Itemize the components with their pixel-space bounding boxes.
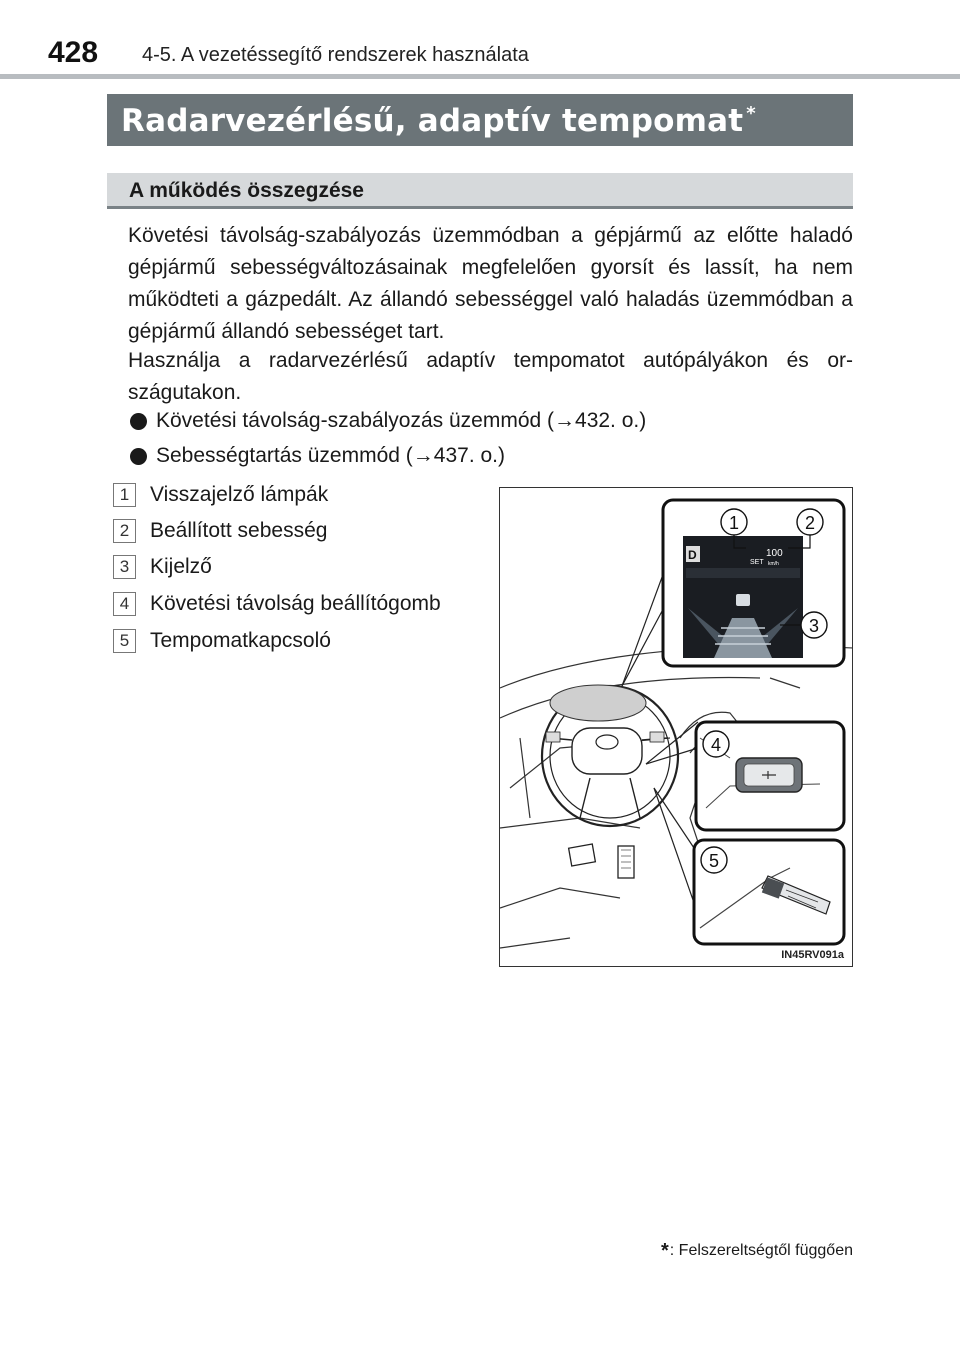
section-title-text: Radarvezérlésű, adaptív tempomat bbox=[121, 103, 744, 139]
legend-item bbox=[113, 553, 212, 581]
bullet-dot-icon bbox=[130, 413, 147, 430]
legend-item bbox=[113, 627, 331, 655]
pedals bbox=[569, 844, 634, 878]
callout-2: 2 bbox=[804, 513, 816, 533]
bullet-item bbox=[128, 405, 646, 437]
display-set: SET bbox=[750, 559, 764, 566]
dashboard-drawing bbox=[500, 488, 853, 967]
legend-number: 3 bbox=[113, 555, 136, 579]
title-asterisk: * bbox=[746, 103, 756, 124]
body-paragraph-1: Követési távolság-szabályozás üzemmódban a gépjármű az előtte haladó gépjármű sebességváltozásainak megfelelően gyorsít és lassít, ha nem működteti a gázpedált. Az állandó sebességgel való haladás üzemmódban a gépjármű állandó sebességet tart. bbox=[128, 224, 853, 343]
legend-label: Visszajelző lámpák bbox=[150, 483, 329, 506]
display-gear: D bbox=[688, 548, 697, 562]
display-speed: 100 bbox=[766, 548, 783, 559]
legend-label: Tempomatkapcsoló bbox=[150, 629, 331, 652]
callout-5: 5 bbox=[708, 851, 720, 871]
dashboard-illustration bbox=[499, 487, 853, 967]
bullet-text: Követési távolság-szabályozás üzemmód (→432. o.) bbox=[156, 409, 647, 432]
display-unit: km/h bbox=[768, 561, 779, 567]
subsection-title: A működés összegzése bbox=[129, 179, 364, 202]
legend-number: 2 bbox=[113, 519, 136, 543]
legend-number: 4 bbox=[113, 592, 136, 616]
legend-label: Beállított sebesség bbox=[150, 519, 328, 542]
figure-code: IN45RV091a bbox=[781, 949, 844, 961]
legend-label: Követési távolság beállítógomb bbox=[150, 592, 441, 615]
body-paragraph-2: Használja a radarvezérlésű adaptív tempomatot autópályákon és országutakon. bbox=[128, 349, 853, 404]
page-number: 428 bbox=[48, 36, 99, 69]
legend-item bbox=[113, 590, 441, 618]
callout-4: 4 bbox=[710, 735, 722, 755]
bullet-dot-icon bbox=[130, 448, 147, 465]
header-divider bbox=[0, 74, 960, 79]
page-header bbox=[0, 0, 960, 80]
chapter-title: 4-5. A vezetéssegítő rendszerek használata bbox=[142, 44, 529, 66]
footnote bbox=[661, 1240, 853, 1263]
steering-wheel bbox=[542, 685, 678, 826]
section-title-bar bbox=[107, 94, 853, 146]
legend-item bbox=[113, 517, 327, 545]
callout-3: 3 bbox=[808, 616, 820, 636]
legend-number: 5 bbox=[113, 629, 136, 653]
legend-number: 1 bbox=[113, 483, 136, 507]
footnote-text: : Felszereltségtől függően bbox=[669, 1242, 853, 1259]
bullet-item bbox=[128, 440, 505, 472]
callout-1: 1 bbox=[728, 513, 740, 533]
legend-item bbox=[113, 481, 328, 509]
subsection-title-bar bbox=[107, 173, 853, 209]
legend-label: Kijelző bbox=[150, 555, 212, 578]
section-title bbox=[121, 103, 756, 139]
footnote-asterisk: * bbox=[660, 1240, 669, 1262]
bullet-text: Sebességtartás üzemmód (→437. o.) bbox=[156, 444, 506, 467]
